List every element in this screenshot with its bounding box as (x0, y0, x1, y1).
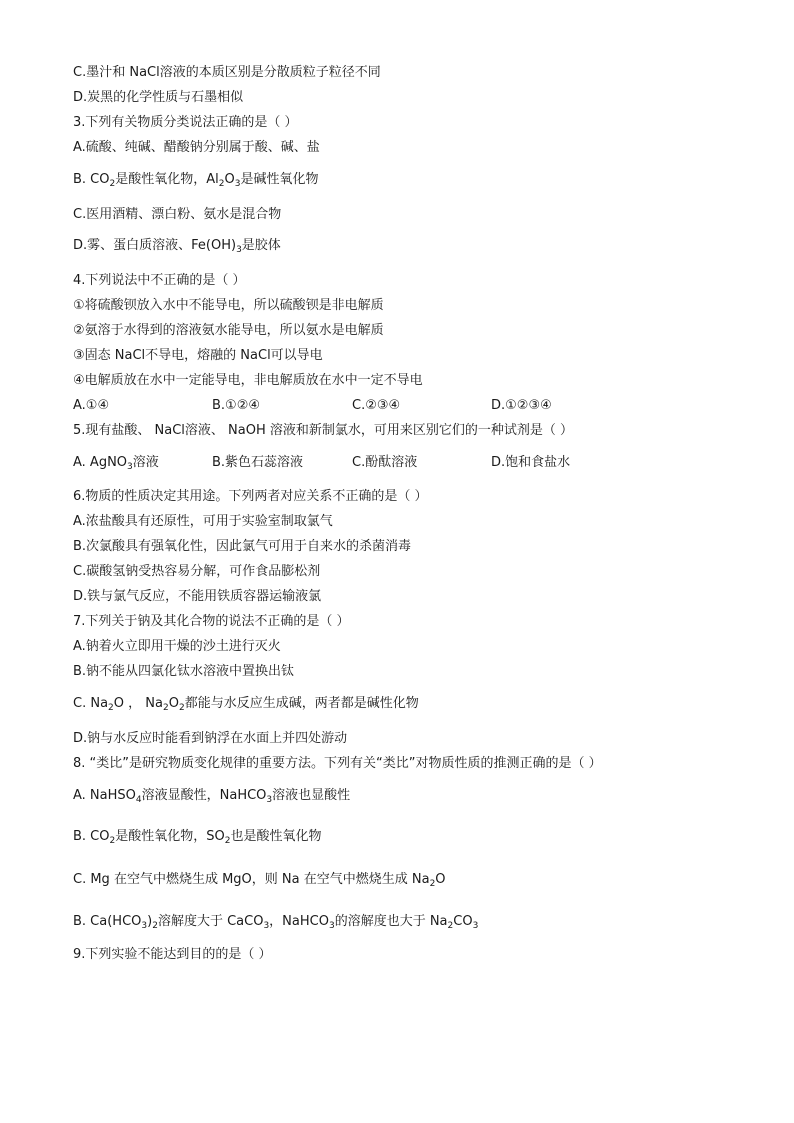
q2-option-c: C.墨汁和 NaCl溶液的本质区别是分散质粒子粒径不同 (73, 65, 381, 80)
q5-option-d: D.饱和食盐水 (491, 455, 571, 470)
q3-option-c: C.医用酒精、漂白粉、氨水是混合物 (73, 207, 282, 222)
q4-statement-3: ③固态 NaCl不导电，熔融的 NaCl可以导电 (73, 348, 323, 363)
q2-option-d: D.炭黑的化学性质与石墨相似 (73, 90, 244, 105)
q4-option-d: D.①②③④ (491, 398, 552, 413)
q6-stem: 6.物质的性质决定其用途。下列两者对应关系不正确的是（ ） (73, 489, 428, 504)
q3-option-b: B. $CO_2$是酸性氧化物，$Al_2O_3$是碱性氧化物 (73, 172, 319, 189)
q7-option-a: A.钠着火立即用干燥的沙土进行灭火 (73, 639, 281, 654)
q4-stem: 4.下列说法中不正确的是（ ） (73, 273, 246, 288)
q8-option-c: C. Mg 在空气中燃烧生成 MgO，则 Na 在空气中燃烧生成 $Na_2O$ (73, 872, 446, 889)
q7-option-d: D.钠与水反应时能看到钠浮在水面上并四处游动 (73, 731, 348, 746)
q7-option-c: C. $Na_2O$ ， $Na_2O_2$都能与水反应生成碱，两者都是碱性化物 (73, 696, 419, 713)
q8-option-b: B. $CO_2$是酸性氧化物，$SO_2$也是酸性氧化物 (73, 829, 322, 846)
q8-option-a: A. NaHSO$_4$溶液显酸性，NaHCO$_3$溶液也显酸性 (73, 788, 351, 805)
q6-option-c: C.碳酸氢钠受热容易分解，可作食品膨松剂 (73, 564, 321, 579)
q4-option-b: B.①②④ (212, 398, 261, 413)
q8-option-d: B. $Ca(HCO_3)_2$溶解度大于 CaCO$_3$，NaHCO$_3$的溶解度也大于 $Na_2CO_3$ (73, 914, 479, 931)
q6-option-d: D.铁与氯气反应，不能用铁质容器运输液氯 (73, 589, 322, 604)
q9-stem: 9.下列实验不能达到目的的是（ ） (73, 947, 272, 962)
q3-option-a: A.硫酸、纯碱、醋酸钠分别属于酸、碱、盐 (73, 140, 320, 155)
q4-statement-4: ④电解质放在水中一定能导电，非电解质放在水中一定不导电 (73, 373, 423, 388)
q7-option-b: B.钠不能从四氯化钛水溶液中置换出钛 (73, 664, 295, 679)
q7-stem: 7.下列关于钠及其化合物的说法不正确的是（ ） (73, 614, 350, 629)
q4-statement-2: ②氨溶于水得到的溶液氨水能导电，所以氨水是电解质 (73, 323, 384, 338)
q5-stem: 5.现有盐酸、 NaCl溶液、 NaOH 溶液和新制氯水，可用来区别它们的一种试剂是（ ） (73, 423, 574, 438)
q6-option-a: A.浓盐酸具有还原性，可用于实验室制取氯气 (73, 514, 333, 529)
q3-option-d: D.雾、蛋白质溶液、$Fe(OH)_3$是胶体 (73, 238, 281, 255)
q4-option-c: C.②③④ (352, 398, 401, 413)
q5-option-b: B.紫色石蕊溶液 (212, 455, 304, 470)
q4-statement-1: ①将硫酸钡放入水中不能导电，所以硫酸钡是非电解质 (73, 298, 384, 313)
q6-option-b: B.次氯酸具有强氧化性，因此氯气可用于自来水的杀菌消毒 (73, 539, 412, 554)
q5-option-a: A. AgNO$_3$溶液 (73, 455, 159, 472)
q5-option-c: C.酚酞溶液 (352, 455, 418, 470)
q8-stem: 8. “类比”是研究物质变化规律的重要方法。下列有关“类比”对物质性质的推测正确的是（ ） (73, 756, 602, 771)
q3-stem: 3.下列有关物质分类说法正确的是（ ） (73, 115, 298, 130)
q4-option-a: A.①④ (73, 398, 110, 413)
